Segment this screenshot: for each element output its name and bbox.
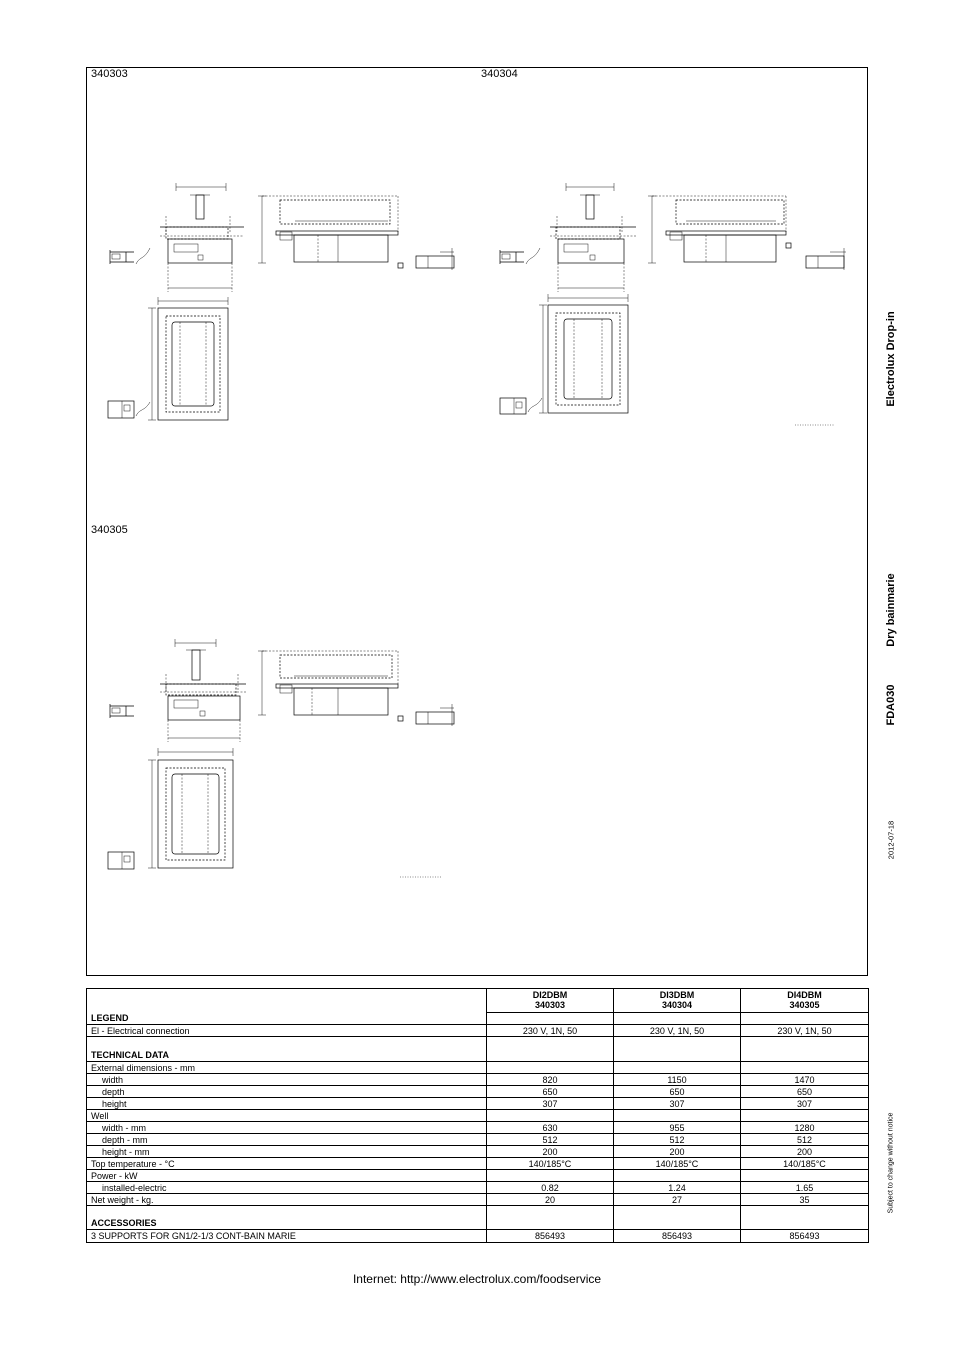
table-cell xyxy=(741,1110,869,1122)
table-cell xyxy=(487,1037,614,1062)
table-cell xyxy=(614,1170,741,1182)
table-row xyxy=(87,1146,869,1158)
section-title-accessories: ACCESSORIES xyxy=(87,1206,487,1230)
table-cell xyxy=(614,1013,741,1025)
row-value: 820 xyxy=(487,1074,614,1086)
row-value: 1.65 xyxy=(741,1182,869,1194)
row-value: 630 xyxy=(487,1122,614,1134)
table-cell xyxy=(614,1037,741,1062)
model-header xyxy=(741,989,869,1013)
change-notice: Subject to change without notice xyxy=(887,1112,895,1214)
row-value: 512 xyxy=(614,1134,741,1146)
row-value: 1150 xyxy=(614,1074,741,1086)
table-cell xyxy=(487,1110,614,1122)
row-label: Net weight - kg. xyxy=(87,1194,487,1206)
brand-line: Electrolux Drop-in xyxy=(885,311,897,407)
table-cell xyxy=(487,1013,614,1025)
row-value: 27 xyxy=(614,1194,741,1206)
row-value: 1470 xyxy=(741,1074,869,1086)
table-cell xyxy=(741,1037,869,1062)
table-row xyxy=(87,1110,869,1122)
table-cell xyxy=(741,1170,869,1182)
row-value: 650 xyxy=(487,1086,614,1098)
row-label: Well xyxy=(87,1110,487,1122)
row-label: Top temperature - °C xyxy=(87,1158,487,1170)
row-value: 200 xyxy=(614,1146,741,1158)
table-cell xyxy=(487,1062,614,1074)
table-cell xyxy=(487,1170,614,1182)
drawings-frame xyxy=(86,67,868,976)
model-name: DI3DBM xyxy=(659,990,695,1000)
footer-internet-link[interactable]: Internet: http://www.electrolux.com/foodservice xyxy=(352,1272,602,1286)
row-value: 1280 xyxy=(741,1122,869,1134)
drawing-label-340305: 340305 xyxy=(91,524,128,536)
model-code: 340305 xyxy=(789,1000,820,1010)
table-row xyxy=(87,1086,869,1098)
row-value: 140/185°C xyxy=(614,1158,741,1170)
table-cell xyxy=(614,1206,741,1230)
row-value: 650 xyxy=(614,1086,741,1098)
model-header xyxy=(614,989,741,1013)
table-row xyxy=(87,1098,869,1110)
drawing-label-340303: 340303 xyxy=(91,68,128,80)
section-title-technical-data: TECHNICAL DATA xyxy=(87,1037,487,1062)
row-label: Power - kW xyxy=(87,1170,487,1182)
model-header xyxy=(487,989,614,1013)
model-code: 340304 xyxy=(661,1000,693,1010)
row-value: 230 V, 1N, 50 xyxy=(487,1025,614,1037)
row-value: 35 xyxy=(741,1194,869,1206)
table-cell xyxy=(487,1206,614,1230)
row-value: 0.82 xyxy=(487,1182,614,1194)
row-label: width xyxy=(87,1074,487,1086)
table-row xyxy=(87,1025,869,1037)
row-value: 955 xyxy=(614,1122,741,1134)
row-label: depth xyxy=(87,1086,487,1098)
model-name: DI4DBM xyxy=(787,990,822,1000)
document-code: FDA030 xyxy=(885,684,897,726)
row-value: 1.24 xyxy=(614,1182,741,1194)
row-value: 200 xyxy=(487,1146,614,1158)
table-cell xyxy=(614,1110,741,1122)
row-value: 307 xyxy=(741,1098,869,1110)
table-row xyxy=(87,1062,869,1074)
table-row xyxy=(87,1134,869,1146)
product-name: Dry bainmarie xyxy=(885,573,897,647)
table-section-row xyxy=(87,1037,869,1062)
table-row xyxy=(87,1182,869,1194)
table-row xyxy=(87,1230,869,1243)
row-label: depth - mm xyxy=(87,1134,487,1146)
specification-table xyxy=(86,988,869,1243)
row-label: 3 SUPPORTS FOR GN1/2-1/3 CONT-BAIN MARIE xyxy=(87,1230,487,1243)
table-section-row xyxy=(87,1206,869,1230)
document-date: 2012-07-18 xyxy=(886,820,896,860)
row-label: width - mm xyxy=(87,1122,487,1134)
table-cell xyxy=(741,1062,869,1074)
model-code: 340303 xyxy=(534,1000,566,1010)
row-value: 307 xyxy=(614,1098,741,1110)
table-cell xyxy=(741,1206,869,1230)
row-value: 20 xyxy=(487,1194,614,1206)
row-value: 140/185°C xyxy=(487,1158,614,1170)
row-value: 230 V, 1N, 50 xyxy=(741,1025,869,1037)
model-name: DI2DBM xyxy=(532,990,568,1000)
row-label: height - mm xyxy=(87,1146,487,1158)
table-row xyxy=(87,1122,869,1134)
row-value: 512 xyxy=(741,1134,869,1146)
row-label: El - Electrical connection xyxy=(87,1025,487,1037)
row-label: External dimensions - mm xyxy=(87,1062,487,1074)
drawing-label-340304: 340304 xyxy=(481,68,518,80)
table-cell xyxy=(614,1062,741,1074)
row-value: 856493 xyxy=(487,1230,614,1243)
row-value: 140/185°C xyxy=(741,1158,869,1170)
table-row xyxy=(87,1170,869,1182)
row-label: installed-electric xyxy=(87,1182,487,1194)
section-title-legend: LEGEND xyxy=(87,989,487,1025)
row-label: height xyxy=(87,1098,487,1110)
table-row xyxy=(87,1074,869,1086)
row-value: 230 V, 1N, 50 xyxy=(614,1025,741,1037)
table-header-row xyxy=(87,989,869,1013)
row-value: 856493 xyxy=(741,1230,869,1243)
row-value: 307 xyxy=(487,1098,614,1110)
table-row xyxy=(87,1194,869,1206)
row-value: 200 xyxy=(741,1146,869,1158)
row-value: 512 xyxy=(487,1134,614,1146)
row-value: 856493 xyxy=(614,1230,741,1243)
table-row xyxy=(87,1158,869,1170)
table-cell xyxy=(741,1013,869,1025)
row-value: 650 xyxy=(741,1086,869,1098)
